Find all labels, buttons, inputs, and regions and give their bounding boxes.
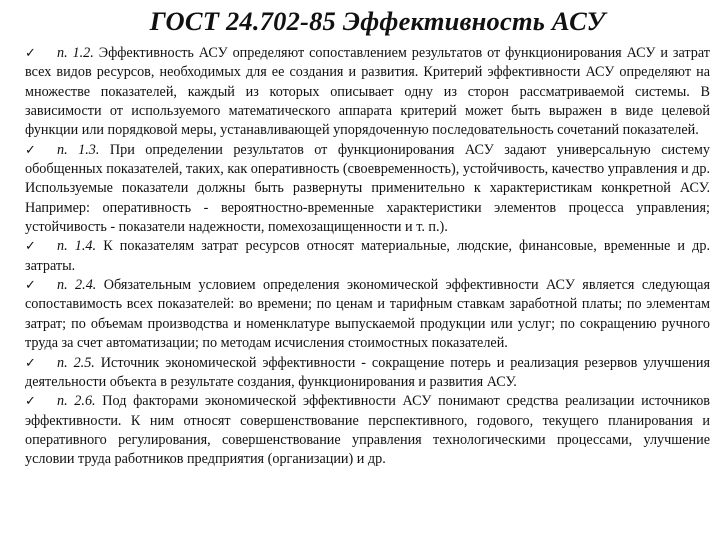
item-text: Под факторами экономической эффективности АСУ понимают средства реализации источников эффективности. К ним относят совершенствование перспективного, годового, текущего планирования и оперативного регулирования, совершенствование управления технологическими процессами, улучшение условии труда работников предприятия (организации) и др.	[25, 393, 711, 468]
item-number: п. 2.4.	[57, 277, 97, 294]
check-mark-icon: ✓	[25, 278, 36, 294]
item-text: Источник экономической эффективности - сокращение потерь и реализация резервов улучшения деятельности объекта в результате создания, функционирования и развития АСУ.	[25, 354, 711, 390]
page-title: ГОСТ 24.702-85 Эффективность АСУ	[149, 6, 606, 36]
item-number: п. 2.5.	[57, 354, 95, 371]
list-item-2-4	[25, 276, 710, 353]
list-item-2-6	[25, 392, 710, 469]
list-item-1-2	[25, 44, 710, 141]
list-item-1-3	[25, 141, 710, 238]
check-mark-icon: ✓	[25, 355, 36, 371]
item-number: п. 1.4.	[57, 238, 97, 255]
check-mark-icon: ✓	[25, 142, 36, 158]
check-mark-icon: ✓	[25, 394, 36, 410]
item-text: Обязательным условием определения экономической эффективности АСУ является следующая сопоставимость всех показателей: во времени; по ценам и тарифным ставкам заработной платы; по элементам затрат; по объемам производства и номенклатуре выпускаемой продукции или услуг; по сокращению ручного труда за счет автоматизации; по методам исчисления стоимостных показателей.	[25, 277, 710, 352]
item-number: п. 2.6.	[57, 393, 96, 410]
check-mark-icon: ✓	[25, 239, 36, 255]
item-text: Эффективность АСУ определяют сопоставлением результатов от функционирования АСУ и затрат всех видов ресурсов, необходимых для ее создания и развития. Критерий эффективности АСУ определяют на множестве показателей, каждый из которых описывает одну из сторон рассматриваемой системы. В зависимости от используемого математического аппарата критерий может быть выражен в виде целевой функции или порядковой меры, устанавливающей упорядоченную последовательность сочетаний показателей.	[25, 45, 711, 139]
item-text: К показателям затрат ресурсов относят материальные, людские, финансовые, временные и др. затраты.	[25, 238, 711, 274]
body-text	[25, 44, 710, 470]
item-number: п. 1.2.	[57, 45, 94, 61]
list-item-2-5	[25, 354, 710, 393]
item-text: При определении результатов от функционирования АСУ задают универсальную систему обобщенных показателей, таких, как оперативность (своевременность), устойчивость, качество управления и др. Используемые показатели должны быть развернуты применительно к характеристикам конкретной АСУ. Например: оперативность - вероятностно-временные характеристики элементов процесса управления; устойчивость - показатели надежности, помехозащищенности и т. п.).	[25, 141, 711, 236]
list-item-1-4	[25, 237, 710, 276]
check-mark-icon: ✓	[25, 46, 36, 61]
item-number: п. 1.3.	[57, 141, 100, 158]
